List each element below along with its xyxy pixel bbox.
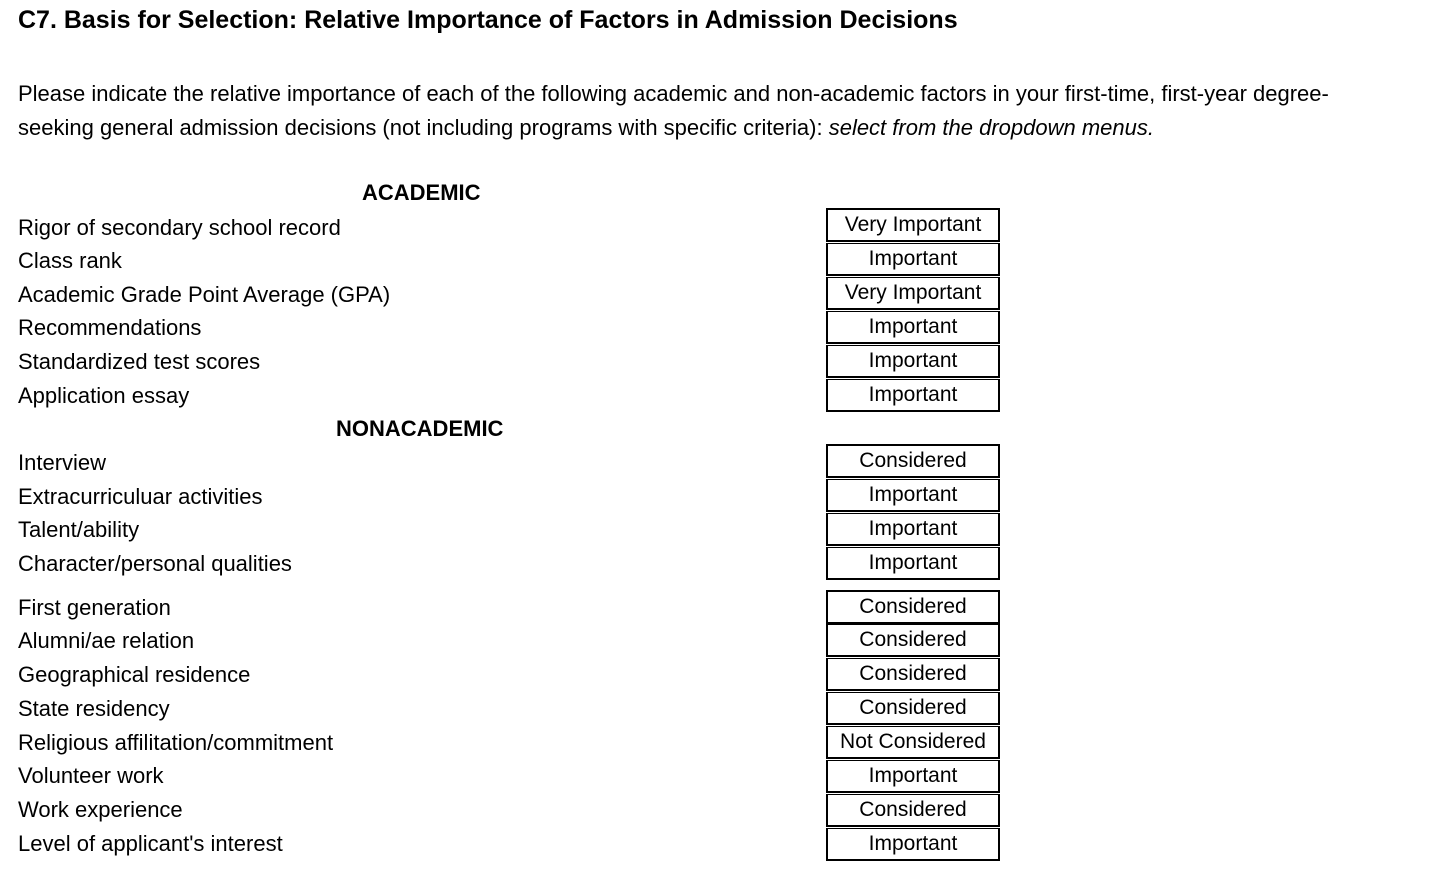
factor-label: Standardized test scores — [18, 349, 261, 374]
rating-dropdown[interactable]: Considered — [826, 624, 1000, 657]
factor-label: Academic Grade Point Average (GPA) — [18, 282, 391, 307]
factor-label: Talent/ability — [18, 517, 140, 542]
rating-dropdown[interactable]: Important — [826, 379, 1000, 412]
rating-dropdown[interactable]: Considered — [826, 444, 1000, 478]
rating-dropdown[interactable]: Very Important — [826, 208, 1000, 242]
nonacademic-heading: NONACADEMIC — [336, 416, 504, 441]
factor-label: Geographical residence — [18, 662, 251, 687]
factor-label: Application essay — [18, 383, 190, 408]
factor-label: Religious affilitation/commitment — [18, 730, 334, 755]
factor-label: Volunteer work — [18, 763, 164, 788]
factor-label: Work experience — [18, 797, 183, 822]
factor-label: First generation — [18, 595, 171, 620]
instructions-line-2-text: seeking general admission decisions (not including programs with specific criteria): — [18, 115, 829, 140]
instructions-line-1: Please indicate the relative importance of each of the following academic and non-academic factors in your first-time, first-year degree- — [18, 81, 1329, 106]
rating-dropdown[interactable]: Important — [826, 311, 1000, 344]
rating-dropdown[interactable]: Very Important — [826, 277, 1000, 310]
rating-dropdown[interactable]: Important — [826, 345, 1000, 378]
factor-label: Class rank — [18, 248, 122, 273]
factor-label: Level of applicant's interest — [18, 831, 283, 856]
factor-label: Alumni/ae relation — [18, 628, 195, 653]
rating-dropdown[interactable]: Considered — [826, 658, 1000, 691]
rating-dropdown[interactable]: Important — [826, 479, 1000, 512]
rating-dropdown[interactable]: Not Considered — [826, 726, 1000, 759]
rating-dropdown[interactable]: Considered — [826, 794, 1000, 827]
instructions — [18, 77, 1454, 145]
rating-dropdown[interactable]: Considered — [826, 590, 1000, 624]
rating-dropdown[interactable]: Important — [826, 243, 1000, 276]
factor-label: Character/personal qualities — [18, 551, 292, 576]
instructions-italic-note: select from the dropdown menus. — [828, 115, 1154, 140]
rating-dropdown[interactable]: Important — [826, 547, 1000, 580]
rating-dropdown[interactable]: Important — [826, 513, 1000, 546]
instructions-line-2 — [18, 111, 1454, 145]
rating-dropdown[interactable]: Considered — [826, 692, 1000, 725]
factor-label: Rigor of secondary school record — [18, 215, 341, 240]
page-title: C7. Basis for Selection: Relative Importance of Factors in Admission Decisions — [18, 6, 958, 34]
factor-label: Interview — [18, 450, 107, 475]
academic-heading: ACADEMIC — [362, 180, 481, 205]
factor-label: State residency — [18, 696, 170, 721]
factor-label: Extracurriculuar activities — [18, 484, 263, 509]
rating-dropdown[interactable]: Important — [826, 760, 1000, 793]
rating-dropdown[interactable]: Important — [826, 828, 1000, 861]
factor-label: Recommendations — [18, 315, 202, 340]
